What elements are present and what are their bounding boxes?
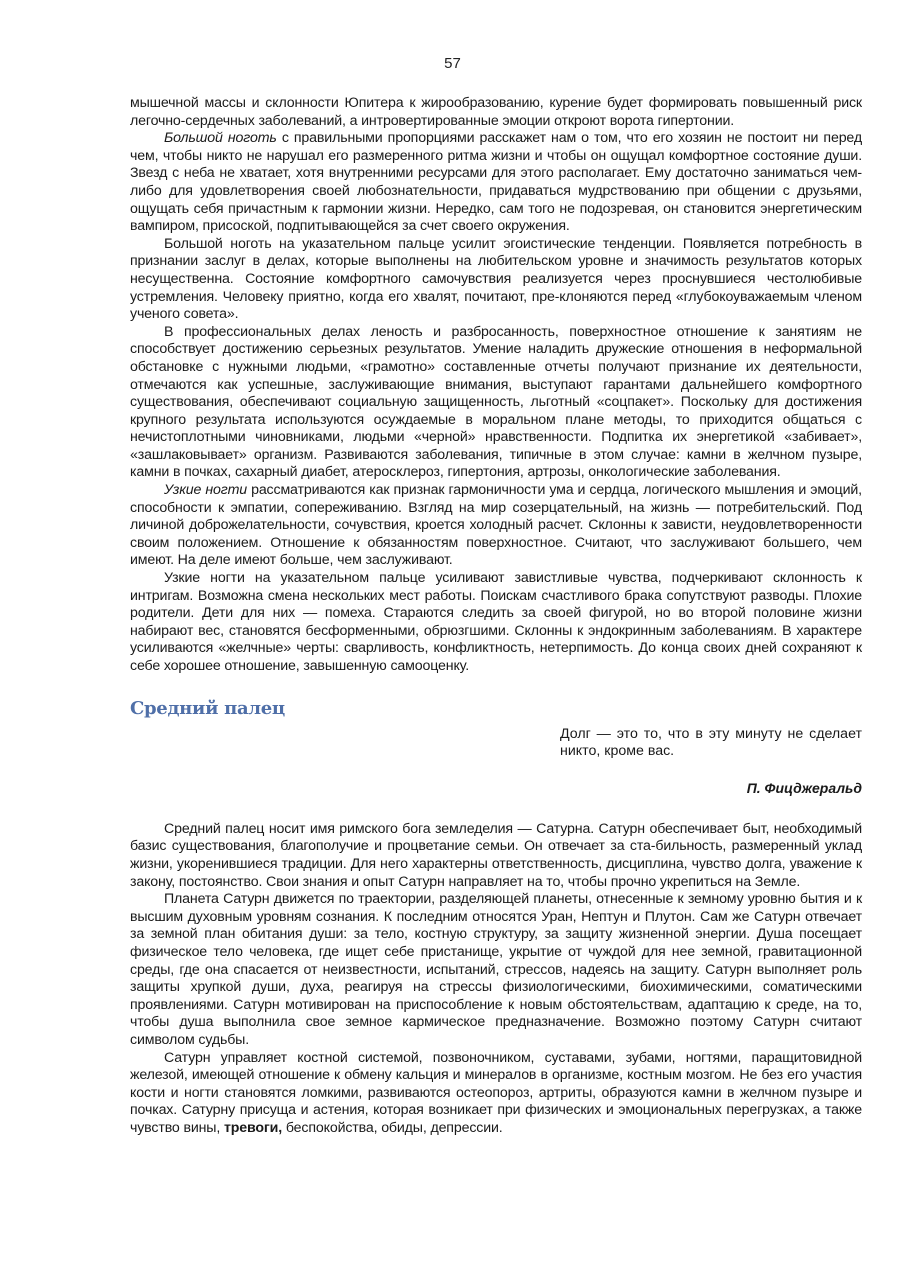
paragraph-continuation bbox=[130, 95, 862, 130]
epigraph-author: П. Фицджеральд bbox=[746, 779, 862, 796]
epigraph-quote: Долг — это то, что в эту минуту не сделает никто, кроме вас. bbox=[560, 725, 862, 760]
page-content bbox=[130, 95, 862, 1137]
paragraph-text: Планета Сатурн движется по траектории, разделяющей планеты, отнесенные к земному уровню бытия и к высшим духовным уровням сознания. К последним относятся Уран, Нептун и Плутон. Сам же Сатурн отвечает за земной план обитания души: за тело, костную структуру, за защиту жизненной энергии. Душа посещает физическое тело человека, где ищет себе пристанище, укрытие от чуждой для нее земной, гравитационной среды, где она спасается от неизвестности, испытаний, стрессов, надеясь на защиту. Сатурн выполняет роль защиты хрупкой души, духа, реагируя на стрессы физиологическими, биохимическими, соматическими проявлениями. Сатурн мотивирован на приспособление к новым обстоятельствам, адаптацию к среде, на то, чтобы душа выполнила свое земное кармическое предназначение. Возможно поэтому Сатурн считают символом судьбы. bbox=[130, 891, 862, 1048]
paragraph-text: Средний палец носит имя римского бога земледелия — Сатурна. Сатурн обеспечивает быт, необходимый базис существования, благополучие и процветание семьи. Он отвечает за ста-бильность, размеренный уклад жизни, укоренившиеся традиции. Для него характерны ответственность, дисциплина, чувство долга, уважение к закону, постоянство. Свои знания и опыт Сатурн направляет на то, чтобы прочно укрепиться на Земле. bbox=[130, 820, 862, 890]
paragraph-planet-saturn bbox=[130, 891, 862, 1049]
bold-term: тревоги, bbox=[223, 1119, 283, 1136]
paragraph-text: рассматриваются как признак гармоничности ума и сердца, логического мышления и эмоций, способности к эмпатии, сопереживанию. Взгляд на мир созерцательный, на жизнь — потребительский. Под личиной доброжелательности, сочувствия, кроется холодный расчет. Склонны к зависти, неудовлетворенности своим положением. Отношение к обязанностям поверхностное. Считают, что заслуживают большего, чем имеют. На деле имеют больше, чем заслуживают. bbox=[130, 482, 862, 569]
paragraph-large-nail-index bbox=[130, 236, 862, 324]
paragraph-saturn-rules bbox=[130, 1050, 862, 1138]
paragraph-text: В профессиональных делах леность и разбросанность, поверхностное отношение к занятиям не способствует достижению серьезных результатов. Умение наладить дружеские отношения в неформальной обстановке с нужными людьми, «грамотно» составленные отчеты получают признание их деятельности, отмечаются как успешные, заслуживающие внимания, выступают гарантами дальнейшего комфортного существования, обеспечивают социальную защищенность, льготный «соцпакет». Поскольку для достижения крупного результата используются осуждаемые в моральном плане методы, то приходится общаться с нечистоплотными чиновниками, людьми «черной» нравственности. Подпитка их энергетикой «забивает», «зашлаковывает» организм. Развиваются заболевания, типичные в этом случае: камни в желчном пузыре, камни в почках, сахарный диабет, атеросклероз, гипертония, артрозы, онкологические заболевания. bbox=[130, 323, 862, 481]
paragraph-middle-finger-saturn bbox=[130, 821, 862, 891]
paragraph-text: мышечной массы и склонности Юпитера к жирообразованию, курение будет формировать повышенный риск легочно-сердечных заболеваний, а интровертированные эмоции откроют ворота гипертонии. bbox=[130, 95, 862, 129]
paragraph-text: беспокойства, обиды, депрессии. bbox=[282, 1119, 503, 1136]
spacer bbox=[130, 797, 862, 821]
paragraph-text: Большой ноготь на указательном пальце усилит эгоистические тенденции. Появляется потребность в признании заслуг в делах, которые выполнены на любительском уровне и значимость результатов которых несущественна. Состояние комфортного самочувствия реализуется через проснувшиеся честолюбивые устремления. Человеку приятно, когда его хвалят, почитают, пре-клоняются перед «глубокоуважаемым членом ученого совета». bbox=[130, 235, 862, 323]
paragraph-text: Узкие ногти на указательном пальце усиливают завистливые чувства, подчеркивают склонность к интригам. Возможна смена нескольких мест работы. Поискам счастливого брака сопутствуют разводы. Плохие родители. Дети для них — помеха. Стараются следить за своей фигурой, но во второй половине жизни набирают вес, становятся бесформенными, обрюзгшими. Склонны к эндокринным заболеваниям. В характере усиливаются «желчные» черты: сварливость, конфликтность, нетерпимость. До конца своих дней сохраняют к себе хорошее отношение, завышенную самооценку. bbox=[130, 570, 862, 674]
term-narrow-nails: Узкие ногти bbox=[164, 482, 247, 499]
paragraph-text: Сатурн управляет костной системой, позвоночником, суставами, зубами, ногтями, паращитовидной железой, имеющей отношение к обмену кальция и минералов в организме, костным мозгом. Не без его участия кости и ногти становятся ломкими, развиваются остеопороз, артриты, образуются камни в желчном пузыре и почках. Сатурну присуща и астения, которая возникает при физических и эмоциональных перегрузках, а также чувство вины, bbox=[130, 1049, 862, 1136]
paragraph-narrow-nails bbox=[130, 482, 862, 570]
section-heading: Средний палец bbox=[130, 697, 285, 719]
page-number: 57 bbox=[444, 55, 461, 72]
paragraph-professional bbox=[130, 324, 862, 482]
paragraph-narrow-nails-index bbox=[130, 570, 862, 676]
term-large-nail: Большой ноготь bbox=[164, 130, 277, 147]
paragraph-large-nail bbox=[130, 130, 862, 236]
paragraph-text: с правильными пропорциями расскажет нам о том, что его хозяин не постоит ни перед чем, чтобы никто не нарушал его размеренного ритма жизни и чтобы он ощущал комфортное состояние души. Звезд с неба не хватает, хотя внутренними ресурсами для этого располагает. Ему достаточно заниматься чем-либо для удовлетворения своей любознательности, придаваться мудрствованию при общении с друзьями, ощущать себя причастным к гармонии жизни. Нередко, сам того не подозревая, он становится энергетическим вампиром, присоской, подпитывающейся за счет своего окружения. bbox=[130, 130, 862, 235]
